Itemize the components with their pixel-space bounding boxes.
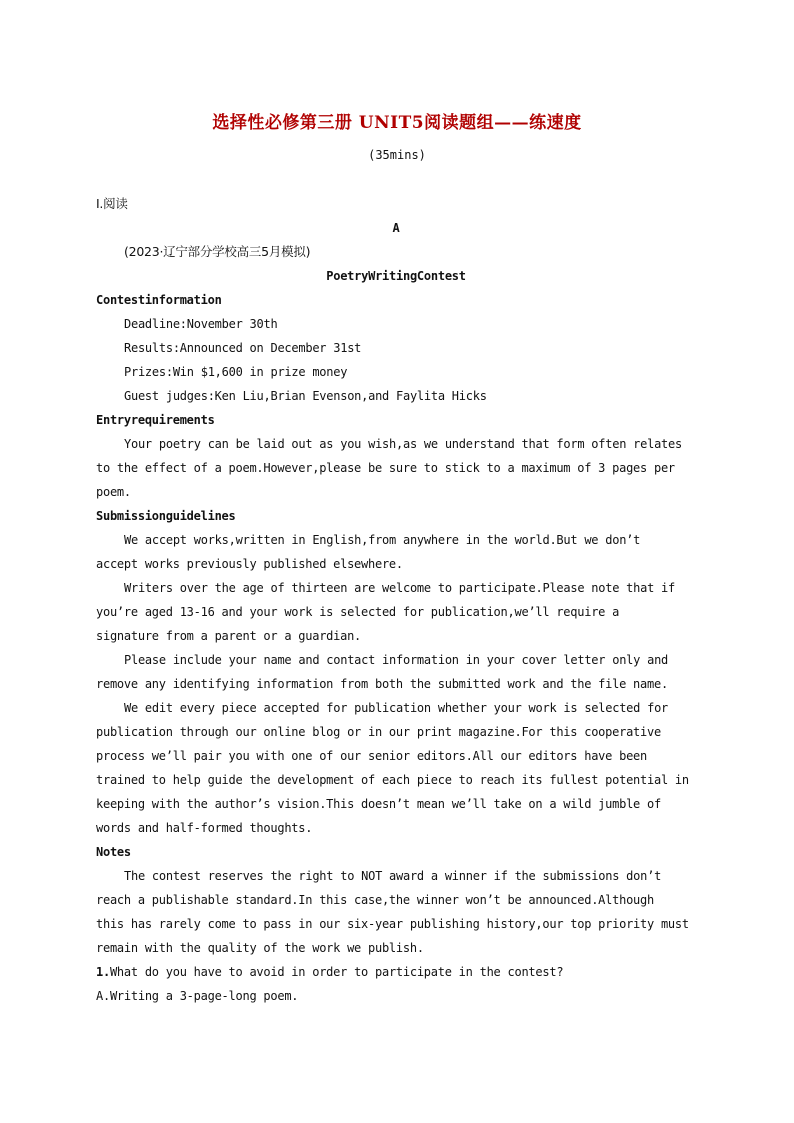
notes-line: remain with the quality of the work we publish. (96, 941, 424, 955)
notes-heading: Notes (96, 845, 131, 859)
submission-line: Writers over the age of thirteen are welcome to participate.Please note that if (124, 581, 675, 595)
submission-line: you’re aged 13-16 and your work is selected for publication,we’ll require a (96, 605, 620, 619)
entry-line: poem. (96, 485, 131, 499)
submission-line: We accept works,written in English,from anywhere in the world.But we don’t (124, 533, 641, 547)
submission-line: signature from a parent or a guardian. (96, 629, 362, 643)
page-title: 选择性必修第三册 UNIT5阅读题组——练速度 (212, 113, 582, 133)
passage-source: (2023·辽宁部分学校高三5月模拟) (124, 244, 311, 259)
time-limit: (35mins) (368, 148, 426, 162)
submission-line: words and half-formed thoughts. (96, 821, 313, 835)
notes-line: this has rarely come to pass in our six-year publishing history,our top priority must (96, 917, 689, 931)
submission-line: process we’ll pair you with one of our senior editors.All our editors have been (96, 749, 647, 763)
prizes-line: Prizes:Win $1,600 in prize money (124, 365, 348, 379)
submission-line: Please include your name and contact information in your cover letter only and (124, 653, 669, 667)
question-1 (96, 960, 696, 984)
question-1-option-a: A.Writing a 3-page-long poem. (96, 989, 299, 1003)
document-body (96, 192, 696, 1008)
passage-title: PoetryWritingContest (326, 269, 466, 283)
entry-heading: Entryrequirements (96, 413, 215, 427)
notes-line: The contest reserves the right to NOT award a winner if the submissions don’t (124, 869, 662, 883)
entry-line: Your poetry can be laid out as you wish,as we understand that form often relates (124, 437, 682, 451)
judges-line: Guest judges:Ken Liu,Brian Evenson,and Faylita Hicks (124, 389, 487, 403)
submission-line: We edit every piece accepted for publication whether your work is selected for (124, 701, 669, 715)
results-line: Results:Announced on December 31st (124, 341, 362, 355)
question-text: What do you have to avoid in order to participate in the contest? (109, 965, 564, 979)
deadline-line: Deadline:November 30th (124, 317, 278, 331)
question-number: 1. (96, 965, 110, 979)
contest-info-heading: Contestinformation (96, 293, 222, 307)
submission-line: keeping with the author’s vision.This doesn’t mean we’ll take on a wild jumble of (96, 797, 661, 811)
submission-line: remove any identifying information from both the submitted work and the file name. (96, 677, 668, 691)
submission-heading: Submissionguidelines (96, 509, 236, 523)
submission-line: trained to help guide the development of each piece to reach its fullest potential in (96, 773, 689, 787)
submission-line: publication through our online blog or in our print magazine.For this cooperative (96, 725, 661, 739)
entry-line: to the effect of a poem.However,please be sure to stick to a maximum of 3 pages per (96, 461, 675, 475)
notes-line: reach a publishable standard.In this case,the winner won’t be announced.Although (96, 893, 654, 907)
section-heading: Ⅰ.阅读 (96, 196, 128, 211)
passage-label: A (392, 221, 400, 235)
submission-line: accept works previously published elsewhere. (96, 557, 403, 571)
